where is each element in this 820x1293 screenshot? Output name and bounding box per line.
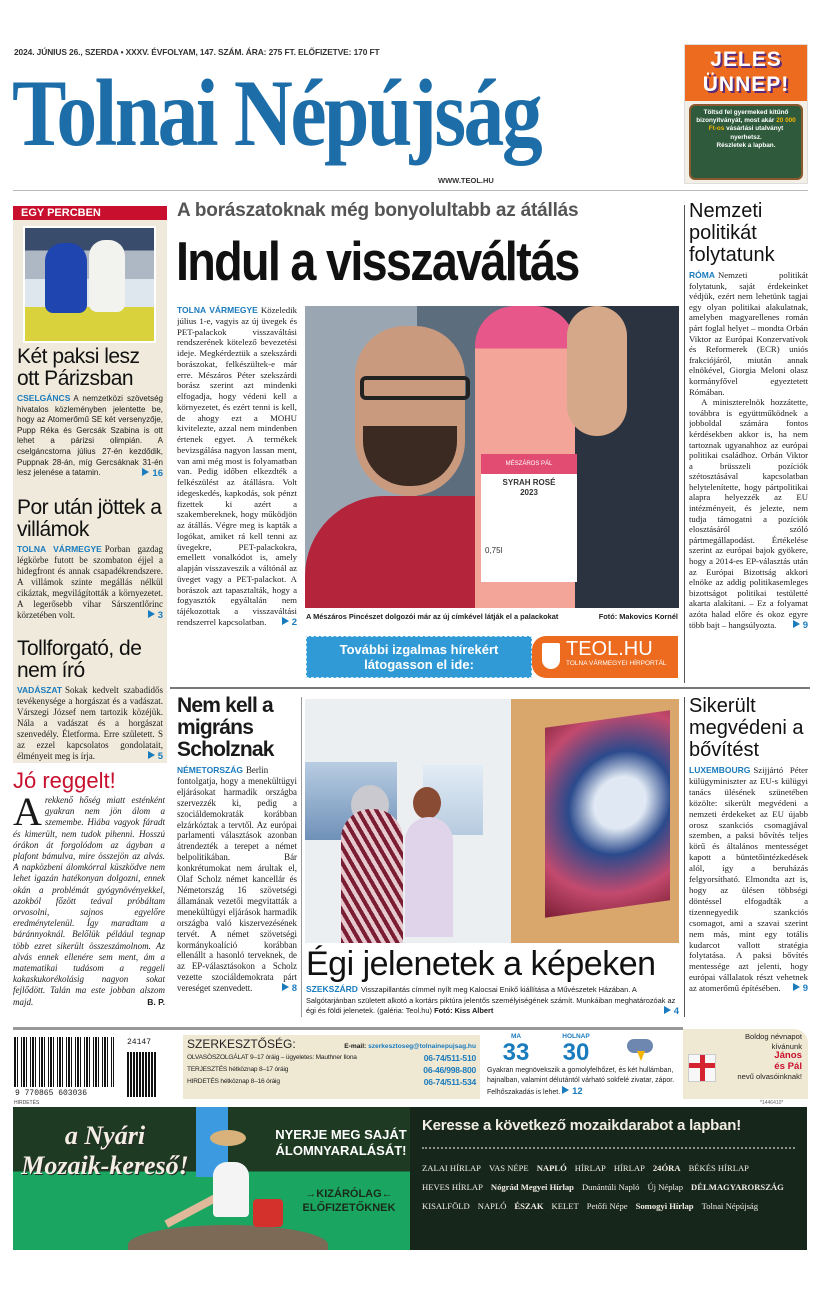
mosaic-ad-papers[interactable] — [410, 1107, 807, 1250]
section-divider — [170, 687, 810, 689]
painting-sunglasses — [545, 710, 670, 918]
article-body — [177, 765, 297, 994]
photo-glasses — [360, 376, 470, 400]
article-kicker: SZEKSZÁRD — [306, 984, 358, 994]
partner-paper: ÉSZAK — [514, 1201, 544, 1211]
partner-paper: ZALAI HÍRLAP — [422, 1163, 481, 1173]
visitor — [405, 817, 453, 937]
article-kicker: TOLNA VÁRMEGYE — [177, 305, 258, 315]
shield-icon — [542, 643, 560, 669]
ad-woman — [213, 1162, 249, 1217]
promo-text: most akár — [744, 117, 775, 125]
photo-credit: Fotó: Kiss Albert — [434, 1006, 494, 1015]
article-title[interactable]: Nemzeti politikát folytatunk — [689, 200, 775, 266]
article-germany — [177, 695, 297, 1021]
lead-headline[interactable]: Indul a visszaváltás — [176, 230, 579, 292]
label-vintage: 2023 — [520, 488, 538, 497]
contact-row — [187, 1064, 476, 1076]
column-title: Jó reggelt! — [13, 768, 116, 793]
visitor-head — [413, 787, 441, 819]
wine-label — [481, 454, 577, 582]
article-kicker: VADÁSZAT — [17, 685, 63, 695]
contact-row — [187, 1052, 476, 1064]
page-number: 3 — [157, 609, 163, 621]
article-text: Nemzeti politikát folytatunk, saját érdekeinket védjük, ezért nem lehetünk tagjai egy olyan politikai alakulatnak, amelyben magyarellenes román párt foglal helyet – mondta Orbán Viktor az Európai Konzervatívok és Reformerek (ECR) uniós frakciójáról, miután annak elnökével, Giorgia Meloni olasz kormányfővel egyeztetett Rómában. — [689, 270, 808, 397]
nameday-greeting: Boldog névnapot kívánunk — [744, 1032, 802, 1051]
contact-phone[interactable]: 06-46/998-800 — [423, 1065, 476, 1075]
promo-amount: 20 000 Ft-os — [708, 117, 796, 133]
contact-label: TERJESZTÉS hétköznap 8–17 óráig — [187, 1066, 289, 1073]
article-title[interactable]: Por után jöttek a villámok — [17, 495, 162, 541]
ad-exclusive-text: →KIZÁRÓLAG← ELŐFIZETŐKNEK — [302, 1188, 396, 1214]
partner-paper: Nógrád Megyei Hírlap — [490, 1182, 574, 1192]
page-number: 4 — [673, 1006, 679, 1017]
partner-paper: Petőfi Népe — [586, 1201, 628, 1211]
partner-paper: VAS NÉPE — [488, 1163, 529, 1173]
weather-today-temp: 33 — [502, 1039, 530, 1066]
partner-paper: HÍRLAP — [613, 1163, 645, 1173]
partner-paper: HEVES HÍRLAP — [422, 1182, 483, 1192]
page-number: 8 — [291, 983, 297, 995]
teol-brand: TEOL.HU — [566, 638, 653, 660]
footer-divider — [13, 1027, 683, 1030]
ad-win-text: NYERJE MEG SAJÁT ÁLOMNYARALÁSÁT! — [275, 1127, 407, 1158]
ad-figure-leg — [164, 1194, 217, 1227]
divider — [13, 190, 808, 191]
email-address[interactable]: szerkesztoseg@tolnainepujsag.hu — [368, 1043, 476, 1050]
photo-credit: Fotó: Makovics Kornél — [598, 612, 678, 621]
nameday-name: és Pál — [774, 1060, 802, 1072]
article-nemzeti-politika — [689, 200, 808, 682]
article-text: Porban gazdag légkörbe futott be szombaton éjjel a hidegfront és annak csapadékrendszere. A villámok szinte megállás nélkül cikáztak, megvilágították a környezetet. A legerősebb vihar Sárszentlőrinc körzetében volt. — [17, 543, 163, 620]
nameday-name: János — [774, 1050, 802, 1062]
article-text: Közeledik július 1-e, vagyis az új üvegek és PET-palackok visszaváltási rendszerének kötelező bevezetési ideje. Megkérdeztük a szekszárdi borászokat, felkészültek-e már erre. Mészáros Péter szekszárdi borász szerint azt mindenki elfogadja, hogy védeni kell a környezetet, és ezért tenni is kell, de ahogy ezt a MOHU kivitelezte, azzal nem mindenben értenek egyet. A termékek bevizsgálása nagyon lassan ment, van ami még most is folyamatban van. Pedig időben elkezdték a felkészülést az átállásra. Volt idegeskedés, kapkodás, sok pénzt fizettek ki azért a szakembereknek, hogy működjön az átállás. Végre meg is kapták a logókat, amiket rá kell tenni az üvegekre, PET-palackokra, emellett vonalkódot is, amely alapján visszaveszik a váltónál az üveget vagy a PET-palackot. A borászok azt tapasztalták, hogy a fogyasztók egyáltalán nem tájékozottak a visszaváltási rendszerrel kapcsolatban. — [177, 305, 297, 627]
article-body — [689, 270, 808, 630]
arrow-right-icon — [793, 620, 800, 628]
page-number: 9 — [802, 983, 808, 995]
partner-paper: Tolnai Népújság — [701, 1201, 759, 1211]
photo-hand — [567, 306, 627, 436]
partner-paper: NAPLÓ — [477, 1201, 507, 1211]
teol-banner-text: További izgalmas hírekért látogasson el ide: — [306, 636, 532, 678]
partner-paper: HÍRLAP — [574, 1163, 606, 1173]
summer-mosaic-ad[interactable] — [13, 1107, 410, 1250]
arrow-right-icon — [282, 983, 289, 991]
arrow-right-icon — [148, 610, 155, 618]
article-text: Berlin fontolgatja, hogy a menekültügyi eljárásokat harmadik országba szervezzék ki, pedig a szociáldemokraták korábban elzárkóztak a tervtől. Az európai parlamenti választások azonban átrendezték a terepet a német belpolitikában. Bár konkrétumokat nem árultak el, Olaf Scholz német kancellár és Németország 16 szövetségi államának vezetői megvitatták a menekültügyi eljárások harmadik országba való kiszervezésének tervét. A német szövetségi kormánykoalíció korábban ellenállt a hasonló terveknek, de az EP-választásokon a Scholz vezette szociáldemokrata párt vereséget szenvedett. — [177, 765, 297, 994]
ad-red-bag — [253, 1199, 283, 1227]
page-reference[interactable] — [282, 617, 297, 629]
promo-text: Töltsd fel gyermeked kitűnő bizonyítványát, — [696, 109, 789, 125]
page-reference[interactable] — [148, 751, 163, 762]
column-divider — [301, 697, 302, 1017]
barcode-number: 9 770865 603036 — [15, 1089, 88, 1098]
promo-box-jeles-unnep[interactable] — [684, 44, 808, 184]
editorial-contacts — [183, 1035, 480, 1099]
column-signature: B. P. — [147, 996, 165, 1007]
email-label: E-mail: — [344, 1043, 367, 1050]
lead-body — [177, 305, 297, 683]
arrow-right-icon — [793, 983, 800, 991]
contact-row — [187, 1076, 476, 1088]
article-paks — [689, 695, 808, 1021]
partner-paper: NAPLÓ — [536, 1163, 567, 1173]
column-text: rekkenő hőség miatt esténként gyakran nem jön álom a szemembe. Hiába vagyok fáradt és kimerült, nem tudok pihenni. Hosszú órákon át forgolódom az ágyban a plafont bámulva, mire összejön az alvás. A napközbeni álomkórral küszködve nem lehet igazán hatékonyan dolgozni, ennek okán a problémát gyógynövényekkel, azokból főzött teával próbáltam orvosolni, sajnos egyelőre eredménytelenül. Így maradtam a báránnyoknál. Belőlük például tegnap több ezret sikerült összeszámolnom. Az alvás ennek ellenére sem ment, ám a matematikai tudásom a reggeli kakaskukorékolásig nagyon sokat fejlődött. Talán ma este jobban alszom majd. — [13, 795, 165, 1007]
article-text: A miniszterelnök hozzátette, továbbra is együttműködnek a jobboldal számára fontos kérdésekben akkor is, ha nem tartoznak ugyanahhoz az európai politikai családhoz. Orbán Viktor a brüsszeli pozíciók szétosztásával kapcsolatban helytelenítette, hogy pártpolitikai alapra helyezzék az EU intézményeit, és jelezte, nem tudja támogatni a pozíciók elosztásáról szóló pártmegállapodást. Értékelése szerint az európai bajok gyökere, hogy a 2014-es EP-választás után az Európai Bizottság akkori elnöke az addig politikasemleges bizottságot politikai testületté akarta alakítani. – Ez a folyamat azóta halad előre és okoz egyre több bajt – hangsúlyozta. — [689, 397, 808, 630]
column-jo-reggelt — [13, 768, 165, 1020]
editorial-title: SZERKESZTŐSÉG: — [187, 1037, 296, 1051]
contact-label: HIRDETÉS hétköznap 8–16 óráig — [187, 1078, 280, 1085]
drop-cap: A — [13, 789, 42, 834]
page-reference[interactable] — [793, 620, 808, 632]
promo-title: JELES ÜNNEP! — [702, 48, 790, 96]
contact-label: OLVASÓSZOLGÁLAT 9–17 óráig – ügyeletes: Mauthner Ilona — [187, 1054, 357, 1061]
lead-subtitle: A borászatoknak még bonyolultabb az átállás — [177, 200, 579, 221]
teol-tagline: TOLNA VÁRMEGYEI HÍRPORTÁL — [566, 660, 667, 667]
column-divider — [684, 205, 685, 683]
article-body — [306, 984, 679, 1017]
arrow-right-icon — [282, 617, 289, 625]
label-wine-name: SYRAH ROSÉ — [502, 478, 556, 487]
page-reference[interactable] — [142, 468, 163, 480]
partner-paper: KISALFÖLD — [422, 1201, 470, 1211]
article-title[interactable]: Tollforgató, de nem író — [17, 637, 142, 682]
ad-headline: Keresse a következő mozaikdarabot a lapban! — [422, 1117, 742, 1134]
article-kicker: RÓMA — [689, 270, 715, 280]
article-kicker: TOLNA VÁRMEGYE — [17, 543, 102, 554]
promo-chalkboard — [689, 104, 803, 180]
barcode-addon — [127, 1052, 157, 1097]
article-body — [17, 393, 163, 479]
partner-paper: Új Néplap — [647, 1182, 684, 1192]
article-body — [17, 685, 163, 762]
ad-straw-hat — [210, 1130, 246, 1146]
advertisement-label: HIRDETÉS — [14, 1100, 40, 1106]
judo-photo[interactable] — [23, 226, 156, 343]
page-reference[interactable] — [793, 983, 808, 995]
editorial-email[interactable] — [344, 1043, 476, 1050]
ad-boat — [128, 1225, 328, 1250]
column-body — [13, 789, 165, 1008]
article-kicker: CSELGÁNCS — [17, 393, 71, 403]
page-number: 5 — [157, 751, 163, 762]
dotted-divider — [422, 1147, 795, 1149]
partner-paper: BÉKÉS HÍRLAP — [688, 1163, 749, 1173]
weather-today — [491, 1033, 541, 1065]
weather-tomorrow — [551, 1033, 601, 1065]
page-number: 16 — [152, 468, 163, 480]
weather-today-label: MA — [510, 1033, 522, 1040]
partner-paper: DÉLMAGYARORSZÁG — [691, 1182, 784, 1192]
column-divider — [684, 697, 685, 1017]
weather-tomorrow-label: HOLNAP — [562, 1033, 590, 1040]
page-number: 9 — [802, 619, 808, 631]
partner-paper: KELET — [551, 1201, 579, 1211]
contact-phone[interactable]: 06-74/511-534 — [423, 1077, 476, 1087]
partner-papers-list — [422, 1159, 795, 1216]
article-title[interactable]: Égi jelenetek a képeken — [306, 945, 656, 983]
page-reference[interactable] — [664, 1006, 679, 1018]
teol-banner[interactable] — [306, 636, 678, 678]
contact-phone[interactable]: 06-74/511-510 — [423, 1053, 476, 1063]
page-number: 2 — [291, 616, 297, 628]
article-title[interactable]: Két paksi lesz ott Párizsban — [17, 346, 140, 390]
arrow-right-icon — [142, 468, 149, 476]
visitor — [341, 809, 403, 943]
brief-article[interactable] — [17, 346, 163, 480]
article-title[interactable]: Nem kell a migráns Scholznak — [177, 695, 274, 761]
newspaper-logo[interactable]: Tolnai Népújság — [12, 60, 541, 166]
promo-text: vásárlási utalványt nyerhetsz. — [726, 125, 784, 141]
brief-article[interactable] — [17, 638, 163, 762]
arrow-right-icon — [562, 1086, 569, 1094]
article-text: Szijjártó Péter külügyminiszter az EU-s külügyi tanács ülésének szünetében közölte: sikerült megvédeni a nemzeti érdekeket az EU újabb orosz szankciós csomagjával szemben, a paksi bővítés teljes körű és általános mentességet kapott a büntetőintézkedések alól, így a beruházás felgyorsítható. Elmondta azt is, hogy az ülésen többségi döntéssel elfogadták a tizennegyedik szankciós csomagot, ami a szavai szerint nem más, mint egy totális kudarcot vallott stratégia folytatása. A paksi bővítés mentessége azt jelenti, hogy európai vállalatok részt vehetnek az atomerőmű építésében. — [689, 765, 808, 994]
gallery-photo-exhibition[interactable] — [305, 699, 679, 943]
judoka-white — [89, 240, 125, 312]
page-reference[interactable] — [148, 610, 163, 621]
label-brand: MÉSZÁROS PÁL — [481, 454, 577, 474]
article-body — [689, 765, 808, 994]
forecast-text: Gyakran megnövekszik a gomolyfelhőzet, és két hullámban, hajnalban, valamint délutántól várható sokfelé zivatar, zápor. Felhőszakadás is lehet. — [487, 1067, 675, 1096]
teol-banner-brand[interactable] — [532, 636, 678, 678]
page-reference[interactable] — [562, 1086, 583, 1097]
article-gallery — [306, 944, 679, 1022]
weather-box — [487, 1033, 679, 1101]
ad-script-title: a Nyári Mozaik-kereső! — [21, 1121, 189, 1180]
page-reference[interactable] — [282, 983, 297, 995]
nameday-closing: nevű olvasóinknak! — [737, 1072, 802, 1081]
article-text: Sokak kedvelt szabadidős tevékenysége a horgászat és a vadászat. Várszegi József nem tartozik közéjük. Nála a vadászat és a horgászat szenvedély. Életforma. Erre született. S az ezzel kapcsolatos gondolatait, élményeit meg is írja. — [17, 685, 163, 761]
photo-caption: A Mészáros Pincészet dolgozói már az új címkével látják el a palackokat — [306, 612, 559, 621]
page-number: 12 — [572, 1086, 583, 1097]
partner-paper: Dunántúli Napló — [581, 1182, 640, 1192]
website-url[interactable]: WWW.TEOL.HU — [438, 176, 494, 185]
dateline: 2024. JÚNIUS 26., SZERDA • XXXV. ÉVFOLYAM, 147. SZÁM. ÁRA: 275 FT. ELŐFIZETVE: 170 FT — [14, 47, 380, 57]
issue-code: 24147 — [127, 1038, 152, 1047]
weather-forecast — [487, 1066, 679, 1098]
editorial-header — [187, 1037, 476, 1052]
article-title[interactable]: Sikerült megvédeni a bővítést — [689, 695, 804, 761]
arrow-right-icon — [148, 751, 155, 759]
partner-paper: Somogyi Hírlap — [635, 1201, 694, 1211]
ad-code: *1446410* — [760, 1100, 784, 1106]
barcode — [14, 1037, 114, 1087]
article-kicker: LUXEMBOURG — [689, 765, 751, 775]
article-kicker: NÉMETORSZÁG — [177, 765, 243, 775]
label-volume: 0,75l — [485, 546, 503, 555]
lead-photo-winemaker[interactable] — [305, 306, 679, 608]
section-label-egy-percben: EGY PERCBEN — [13, 206, 167, 220]
article-text: A nemzetközi szövetség hivatalos közleményben jelentette be, hogy az Atomerőmű SE két versenyzője, Pupp Réka és Gercsák Szabina is ott lehet a párizsi olimpián. A cselgáncstorna július 27-én kezdődik, Puppnak 28-án, míg Gercsáknak 31-én lesz jelenése a tatamin. — [17, 394, 163, 478]
gift-ribbon — [700, 1055, 705, 1081]
weather-tomorrow-temp: 30 — [562, 1039, 590, 1066]
promo-details: Részletek a lapban. — [716, 141, 776, 149]
arrow-right-icon — [664, 1006, 671, 1014]
gift-icon — [688, 1054, 716, 1082]
brief-article[interactable] — [17, 497, 163, 621]
article-text: Visszapillantás címmel nyílt meg Kalocsai Enikő kiállítása a Művészetek Házában. A Salgótarjánban született alkotó a kortárs piktúra jelentős személyiségének számít. Munkáiban meghatározóak az égi és földi jelenetek. (galéria: Teol.hu) — [306, 985, 676, 1015]
lightning-icon — [637, 1051, 645, 1061]
article-body — [17, 544, 163, 621]
judoka-blue — [45, 243, 87, 313]
photo-caption-row — [306, 612, 678, 621]
partner-paper: 24ÓRA — [652, 1163, 681, 1173]
brief-list — [17, 346, 163, 762]
gift-ribbon — [689, 1063, 715, 1068]
